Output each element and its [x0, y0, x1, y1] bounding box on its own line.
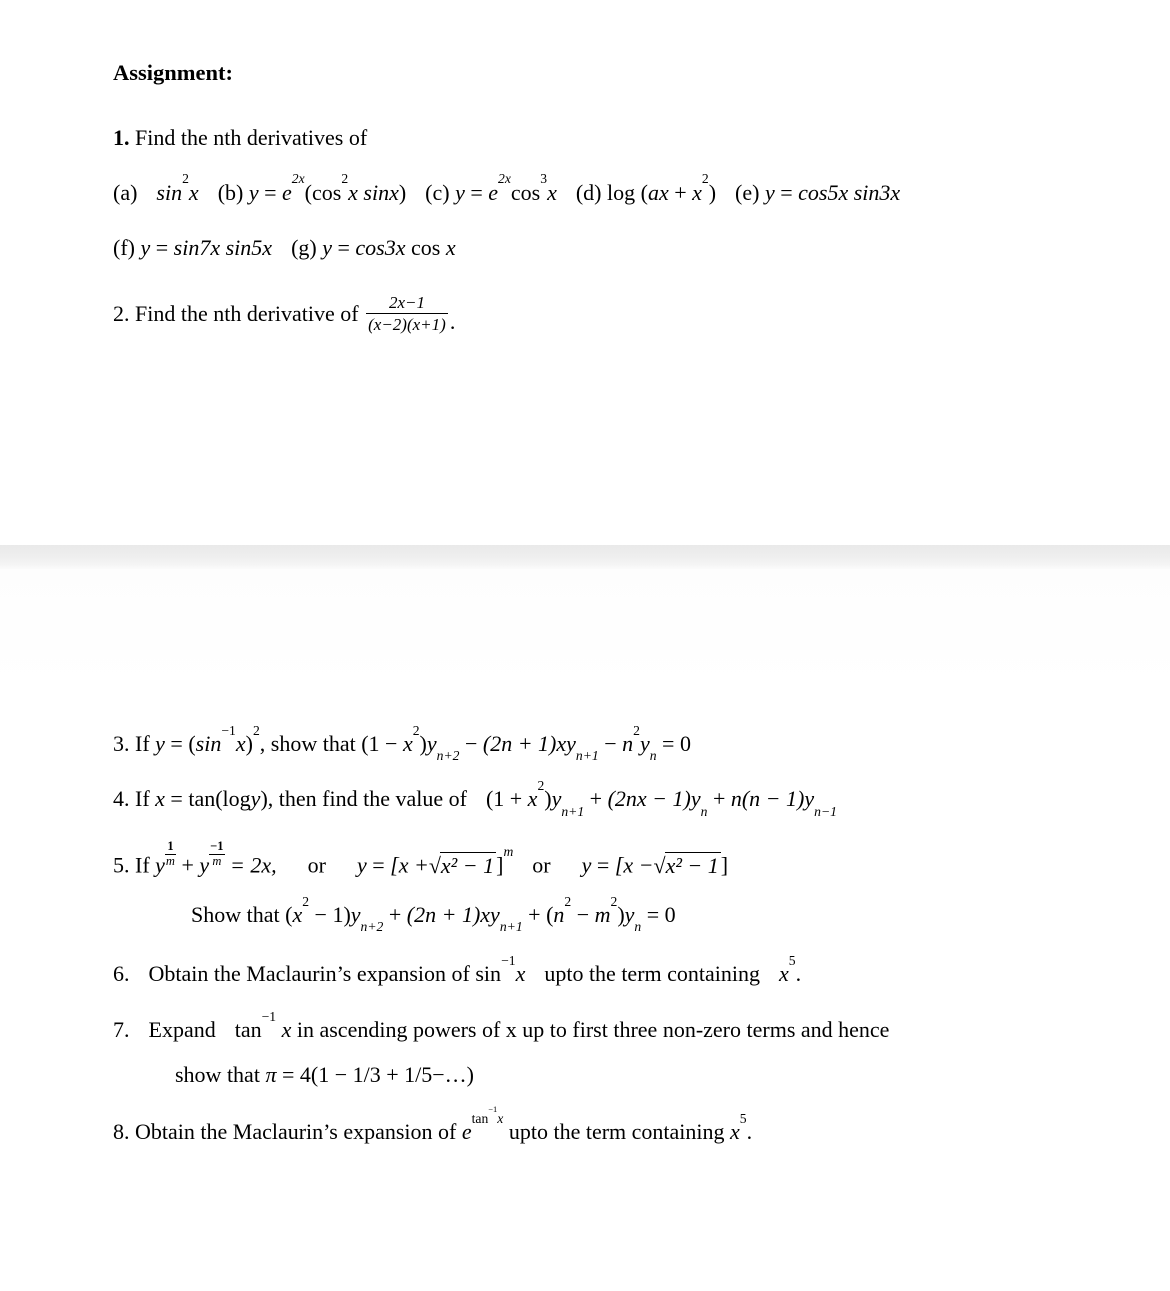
problem-4-term1-open: (1 + [485, 786, 528, 812]
part-g-cos3x: cos3x [355, 234, 406, 260]
problem-3-show-that: show that [270, 731, 356, 756]
problem-6-text-before: Obtain the Maclaurin’s expansion of [148, 960, 470, 986]
problem-3-square: 2 [252, 722, 260, 738]
problem-1-prompt [113, 126, 1110, 149]
problem-5-y1: y [155, 852, 165, 878]
problem-2-fraction [366, 293, 448, 334]
problem-5-bracket-close-1: ] [496, 852, 504, 878]
problem-3-equals-zero: = 0 [662, 731, 691, 756]
problem-5-equals-zero: = 0 [646, 901, 676, 927]
problem-5-t3-m: m [594, 901, 611, 927]
problem-5-show-that: Show that [191, 901, 280, 927]
document-page-one [0, 0, 1170, 545]
problem-5-y2: y [199, 852, 210, 878]
problem-5-radical-2 [653, 852, 720, 877]
problem-4-number: 4. [113, 786, 130, 812]
problem-4-x: x [155, 786, 165, 812]
problem-5-bracket-open-2: [x − [614, 852, 654, 878]
part-d-plus: + [674, 179, 687, 205]
problem-3-term1-y: y [426, 731, 437, 756]
part-d-open-paren: ( [640, 179, 648, 205]
part-c-e-exponent: 2x [498, 171, 511, 187]
problem-5-power-m: m [503, 844, 514, 860]
part-f-expression: sin7x sin5x [173, 234, 273, 260]
part-g-label: (g) [291, 234, 317, 260]
part-a-label: (a) [113, 179, 138, 205]
problem-5-y3: y [356, 852, 367, 878]
problem-3-open-paren: ( [188, 731, 196, 756]
problem-5-if: If [135, 852, 150, 878]
problem-5-t3-n-exp: 2 [564, 893, 572, 909]
problem-3-if: If [135, 731, 150, 756]
problem-3-comma: , [259, 731, 266, 756]
part-d-label: (d) [575, 179, 602, 205]
problem-3-term2: (2n + 1) [482, 731, 557, 756]
problem-6-x: x [779, 960, 789, 986]
problem-3-term1-sub: n+2 [436, 748, 460, 764]
problem-5 [113, 840, 1110, 877]
problem-1-number: 1. [113, 124, 130, 150]
part-b-cos-exponent: 2 [341, 171, 349, 187]
problem-3-term2-xy: xy [556, 731, 576, 756]
page-separator-band [0, 545, 1170, 569]
problem-4-tan-log: tan(log [188, 786, 251, 812]
fraction-numerator: 2x−1 [366, 293, 448, 314]
problem-5-t1-rest: − 1) [309, 901, 351, 927]
problem-2-period: . [449, 308, 456, 334]
part-d-close-paren: ) [708, 179, 717, 205]
problem-7-text-before: Expand [148, 1016, 216, 1042]
problem-3-term1-x: x [402, 731, 413, 756]
problem-5-t2-sub: n+1 [499, 919, 523, 935]
radical-sign-icon-2: √ [653, 852, 666, 878]
part-b-inner: x sinx [348, 179, 399, 205]
problem-7-number: 7. [113, 1016, 130, 1042]
problem-3-term1-close: ) [419, 731, 427, 756]
problem-5-exponent-1-over-m [165, 840, 176, 869]
problem-3-close-paren: ) [245, 731, 253, 756]
part-b-cos-open: (cos [304, 179, 342, 205]
problem-8-period: . [746, 1119, 753, 1145]
problem-3-term3-sub: n [649, 748, 657, 764]
problem-4-term1-sub: n+1 [561, 803, 585, 819]
problem-6-period: . [795, 960, 802, 986]
problem-4-term3: n(n − 1) [730, 786, 805, 812]
problem-7-show-that: show that [175, 1062, 260, 1088]
problem-5-t3-m-exp: 2 [610, 893, 618, 909]
problem-5-t3-y: y [624, 901, 635, 927]
problem-7-tan-var: x [281, 1016, 292, 1042]
part-f-label: (f) [113, 234, 135, 260]
problem-5-radical-1 [429, 852, 496, 877]
document-page-two [0, 569, 1170, 1291]
problem-4-if: If [135, 786, 150, 812]
fraction-denominator: (x−2)(x+1) [368, 314, 446, 334]
part-d-log: log [606, 179, 636, 205]
problem-3-term3-y: y [639, 731, 650, 756]
problem-4-term1-close: ) [544, 786, 552, 812]
problem-1-parts-line-1 [113, 171, 1110, 205]
part-b-y: y [248, 179, 259, 205]
problem-4-term1-y: y [551, 786, 562, 812]
problem-5-or-2: or [532, 852, 551, 878]
exp1-numerator: 1 [165, 840, 176, 855]
problem-6-x-exponent: 5 [788, 952, 796, 968]
part-c-label: (c) [425, 179, 450, 205]
problem-4-text: then find the value of [278, 786, 467, 812]
problem-3-term2-sub: n+1 [575, 748, 599, 764]
exp2-numerator: −1 [210, 839, 224, 854]
part-f-y: y [140, 234, 151, 260]
part-g-equals: = [337, 234, 350, 260]
problem-6-number: 6. [113, 960, 130, 986]
problem-6-text-mid: upto the term containing [544, 960, 760, 986]
problem-8 [113, 1104, 1110, 1145]
problem-5-show-line [113, 893, 1110, 935]
part-c-cos: cos [510, 179, 541, 205]
problem-4-term3-sub: n−1 [814, 803, 837, 819]
problem-4-term2-sub: n [700, 803, 708, 819]
problem-8-exp-tan: tan [471, 1110, 489, 1126]
problem-5-t3-close: ) [617, 901, 625, 927]
part-b-equals: = [264, 179, 277, 205]
problem-5-t3-n: n [553, 901, 565, 927]
problem-8-x-exponent: 5 [739, 1110, 747, 1126]
problem-4-term2: (2nx − 1) [607, 786, 691, 812]
problem-4-term1-exp: 2 [537, 777, 545, 793]
problem-5-y4: y [581, 852, 592, 878]
part-c-cos-exponent: 3 [540, 171, 548, 187]
problem-5-t2: (2n + 1) [406, 901, 481, 927]
exp1-denominator: m [165, 853, 175, 868]
problem-3 [113, 569, 1110, 764]
problem-6-sin-exponent: −1 [501, 952, 516, 968]
problem-5-plus-2: + [528, 901, 541, 927]
problem-5-equals-2x: = 2x, [230, 852, 277, 878]
problem-8-exp-x: x [497, 1110, 504, 1126]
part-e-equals: = [780, 179, 793, 205]
problem-3-sin: sin [195, 731, 222, 756]
problem-5-plus-1: + [388, 901, 402, 927]
problem-6-sin-var: x [515, 960, 526, 986]
part-e-label: (e) [735, 179, 760, 205]
problem-3-minus-1: − [464, 731, 478, 756]
problem-3-sin-var: x [235, 731, 246, 756]
part-a-variable: x [188, 179, 199, 205]
part-d-exponent: 2 [701, 171, 709, 187]
problem-4-term1-x: x [527, 786, 538, 812]
problem-5-plus: + [181, 852, 194, 878]
problem-1-text: Find the nth derivatives of [135, 124, 368, 150]
problem-6 [113, 952, 1110, 986]
problem-8-exp-inverse: −1 [488, 1104, 498, 1115]
problem-8-text-before: Obtain the Maclaurin’s expansion of [135, 1119, 457, 1145]
problem-3-minus-2: − [604, 731, 617, 756]
part-c-e: e [488, 179, 499, 205]
problem-7-pi: π [265, 1062, 277, 1088]
problem-3-sin-exponent: −1 [221, 722, 236, 738]
problem-4-term2-y: y [690, 786, 701, 812]
problem-7-tan: tan [234, 1016, 262, 1042]
problem-5-t3-open: ( [546, 901, 554, 927]
problem-4-plus-2: + [712, 786, 726, 812]
problem-7-continuation [113, 1063, 1110, 1086]
problem-8-number: 8. [113, 1119, 130, 1145]
problem-3-equals: = [170, 731, 183, 756]
problem-8-x: x [730, 1119, 740, 1145]
problem-3-term1-open: (1 − [361, 731, 403, 756]
part-g-x: x [445, 234, 456, 260]
problem-3-y: y [155, 731, 165, 756]
problem-4-term3-y: y [804, 786, 815, 812]
radical-sign-icon: √ [428, 852, 441, 878]
problem-5-equals-3: = [596, 852, 610, 878]
problem-3-term3-n: n [622, 731, 634, 756]
problem-7-text-after: in ascending powers of x up to first three non-zero terms and hence [296, 1016, 890, 1042]
part-b-e-exponent: 2x [291, 171, 305, 187]
part-d-ax: ax [647, 179, 669, 205]
part-g-cos: cos [411, 234, 441, 260]
problem-5-t2-xy: xy [480, 901, 500, 927]
problem-5-number: 5. [113, 852, 130, 878]
problem-1-parts-line-2 [113, 236, 1110, 259]
problem-4-log-y: y [250, 786, 261, 812]
problem-5-exponent-neg1-over-m [209, 840, 224, 869]
problem-5-or-1: or [307, 852, 326, 878]
part-a-sin: sin [156, 179, 183, 205]
problem-5-t1-x: x [292, 901, 303, 927]
problem-3-term1-exp: 2 [412, 722, 420, 738]
part-a-exponent: 2 [182, 171, 189, 187]
radical-1-body: x² − 1 [440, 852, 495, 878]
problem-5-bracket-close-2: ] [720, 852, 729, 878]
problem-5-bracket-open-1: [x + [390, 852, 429, 878]
problem-7-tan-exponent: −1 [261, 1008, 277, 1024]
problem-5-t1-exp: 2 [302, 893, 310, 909]
problem-4 [113, 777, 1110, 819]
problem-5-t1-sub: n+2 [360, 919, 384, 935]
part-g-y: y [322, 234, 332, 260]
problem-7-series: = 4(1 − 1/3 + 1/5−…) [281, 1062, 474, 1088]
page-title: Assignment: [113, 60, 234, 85]
problem-3-term3-exp: 2 [633, 722, 640, 738]
problem-7 [113, 1008, 1110, 1042]
problem-8-exponent [471, 1104, 504, 1126]
part-b-label: (b) [217, 179, 244, 205]
problem-8-e: e [461, 1119, 472, 1145]
part-b-close: ) [398, 179, 407, 205]
part-e-expression: cos5x sin3x [798, 179, 901, 205]
problem-3-number: 3. [113, 731, 130, 756]
part-c-variable: x [547, 179, 557, 205]
part-e-y: y [764, 179, 775, 205]
part-b-e: e [282, 179, 292, 205]
problem-6-sin: sin [475, 960, 502, 986]
problem-5-t3-sub: n [634, 919, 642, 935]
part-f-equals: = [155, 234, 169, 260]
radical-2-body: x² − 1 [665, 852, 719, 878]
problem-4-equals: = [170, 786, 183, 812]
problem-8-text-mid: upto the term containing [508, 1119, 725, 1145]
problem-5-t1-y: y [350, 901, 361, 927]
problem-4-tan-close: ), [260, 786, 274, 812]
problem-2 [113, 293, 1110, 334]
problem-2-number: 2. [113, 300, 130, 326]
problem-2-text: Find the nth derivative of [135, 300, 359, 326]
problem-5-t1-open: ( [285, 901, 293, 927]
exp2-denominator: m [212, 853, 222, 868]
part-d-x: x [692, 179, 702, 205]
problem-5-equals-2: = [372, 852, 385, 878]
part-c-y: y [455, 179, 465, 205]
problem-5-t3-minus: − [571, 901, 595, 927]
part-c-equals: = [470, 179, 483, 205]
problem-4-plus-1: + [589, 786, 603, 812]
